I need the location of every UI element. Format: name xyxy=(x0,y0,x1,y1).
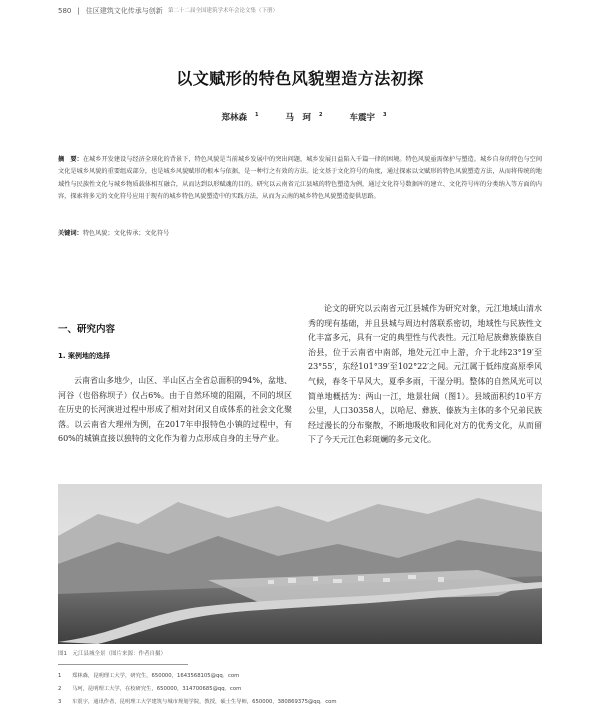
abstract-text: 在城乡开发建设与经济全球化的背景下，特色风貌是当前城乡发展中的突出问题，城乡发展日益陷入千篇一律的困境。特色风貌亟需保护与塑造。城乡自身的特色与空间文化是城乡风貌的重要组成部分，也是城乡风貌赋形的根本与依据，是一种行之有效的方法。论文基于文化符号的角度，通过探索以文赋形的特色风貌塑造方法，从而将传统的地域性与民族性文化与城乡物质载体相互融合，从而达到以形赋魂的目的。研究以云南省元江县城的特色塑造为例，通过文化符号数据库的建立、文化符号库的分类纳入等方面的内容，探索将多元的文化符号应用于现有的城乡特色风貌塑造中的实践方法，从而为云南的城乡特色风貌塑造提供思路。 xyxy=(58,156,543,201)
section-heading: 一、研究内容 xyxy=(58,324,116,335)
author: 郑林森 $^1$ xyxy=(221,112,259,123)
subsection-heading: 1. 案例地的选择 xyxy=(58,352,110,360)
keywords-label: 关键词： xyxy=(58,230,83,237)
keywords xyxy=(58,228,169,237)
page-number: 580 xyxy=(58,7,72,15)
article-title: 以文赋形的特色风貌塑造方法初探 xyxy=(176,69,424,88)
footnote: 1 郑林森，昆明理工大学，研究生，650000，1643568105@qq．com xyxy=(58,673,240,679)
author: 车震宇 $^3$ xyxy=(349,112,387,123)
author: 马 珂 $^2$ xyxy=(285,112,323,123)
journal-name: 住区建筑文化传承与创新 xyxy=(85,7,163,15)
footnote-divider xyxy=(58,664,188,665)
running-title: 第二十二届全国建筑学术年会论文集（下册） xyxy=(168,8,279,14)
author-list xyxy=(0,111,600,123)
footnote: 3 车震宇，通讯作者，昆明理工大学建筑与城市规划学院，教授，硕士生导师，650000，380869375@qq．com xyxy=(58,699,337,705)
county-panorama-photo xyxy=(58,484,542,644)
figure-caption: 图1 元江县城全景（图片来源：作者自摄） xyxy=(58,651,167,657)
keywords-text: 特色风貌；文化传承；文化符号 xyxy=(82,230,170,237)
abstract-label: 摘 要： xyxy=(58,156,83,163)
body-paragraph-left: 云南省山多地少，山区、半山区占全省总面积的94%，盆地、河谷（也俗称坝子）仅占6%。由于自然环境的阻隔，不同的坝区在历史的长河演进过程中形成了相对封闭又自成体系的社会文化聚落。以云南省大理州为例，在2017年申报特色小镇的过程中，有60%的城镇直接以独特的文化作为着力点形成自身的主导产业。 xyxy=(58,376,292,444)
footnote: 2 马珂，昆明理工大学，在校研究生，650000，314700685@qq．com xyxy=(58,686,242,692)
body-paragraph-right: 论文的研究以云南省元江县城作为研究对象，元江地域山清水秀的现有基础，并且县城与周边村落联系密切，地域性与民族性文化丰富多元，具有一定的典型性与代表性。元江哈尼族彝族傣族自治县，位于云南省中南部，地处元江中上游，介于北纬23°19′至23°55′，东经101°39′至102°22′之间。元江属于低纬度高原季风气候，春冬干旱风大，夏季多雨，干湿分明。整体的自然风光可以简单地概括为：两山一江，地景壮阔（图1）。县域面积约10平方公里，人口30358人，以哈尼、彝族、傣族为主体的多个兄弟民族经过漫长的分布聚散，不断地吸收和同化对方的优秀文化，从而留下了今天元江色彩斑斓的多元文化。 xyxy=(308,304,542,445)
abstract xyxy=(58,154,542,204)
running-header: 580 | 住区建筑文化传承与创新 第二十二届全国建筑学术年会论文集（下册） xyxy=(58,7,279,15)
